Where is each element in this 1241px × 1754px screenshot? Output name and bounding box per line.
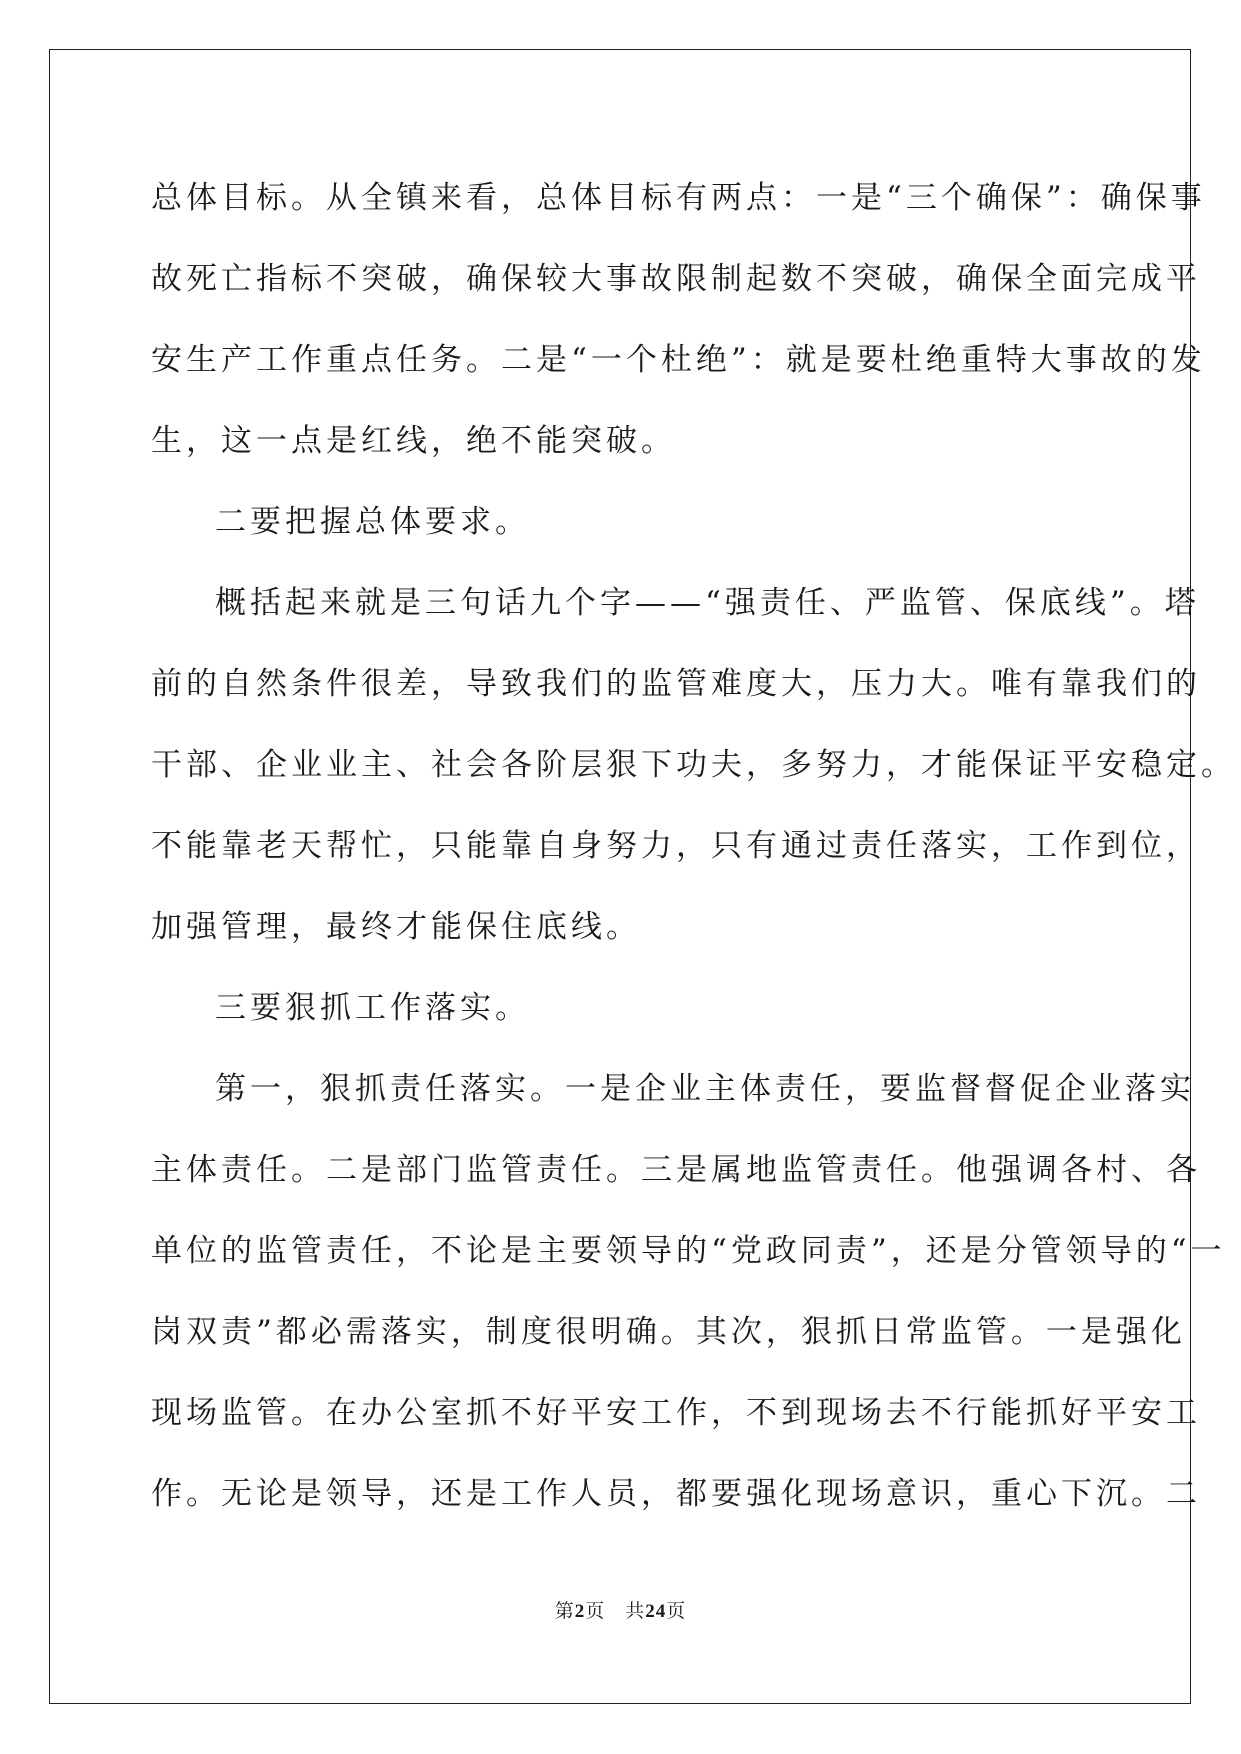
text-line: 总体目标。从全镇来看，总体目标有两点：一是“三个确保”：确保事: [151, 180, 1206, 216]
document-body: [151, 158, 1236, 1535]
text-line: 生，这一点是红线，绝不能突破。: [151, 423, 676, 459]
text-line: 三要狠抓工作落实。: [215, 990, 530, 1026]
text-line: 单位的监管责任，不论是主要领导的“党政同责”，还是分管领导的“一: [151, 1233, 1226, 1269]
page-suffix: 页: [585, 1601, 606, 1622]
total-suffix: 页: [666, 1601, 687, 1622]
total-pages: 24: [645, 1601, 667, 1622]
text-line: 主体责任。二是部门监管责任。三是属地监管责任。他强调各村、各: [151, 1152, 1201, 1188]
page-number: 2: [574, 1601, 586, 1622]
text-line: 不能靠老天帮忙，只能靠自身努力，只有通过责任落实，工作到位，: [151, 828, 1201, 864]
text-line: 干部、企业业主、社会各阶层狠下功夫，多努力，才能保证平安稳定。: [151, 747, 1236, 783]
page-prefix: 第: [554, 1601, 575, 1622]
text-line: 加强管理，最终才能保住底线。: [151, 909, 641, 945]
text-line: 故死亡指标不突破，确保较大事故限制起数不突破，确保全面完成平: [151, 261, 1201, 297]
total-prefix: 共: [625, 1601, 646, 1622]
page-footer: [0, 1596, 1241, 1623]
text-line: 现场监管。在办公室抓不好平安工作，不到现场去不行能抓好平安工: [151, 1395, 1201, 1431]
text-line: 前的自然条件很差，导致我们的监管难度大，压力大。唯有靠我们的: [151, 666, 1201, 702]
text-line: 概括起来就是三句话九个字——“强责任、严监管、保底线”。塔: [215, 585, 1200, 621]
text-line: 岗双责”都必需落实，制度很明确。其次，狠抓日常监管。一是强化: [151, 1314, 1186, 1350]
text-line: 二要把握总体要求。: [215, 504, 530, 540]
text-line: 安生产工作重点任务。二是“一个杜绝”：就是要杜绝重特大事故的发: [151, 342, 1206, 378]
text-line: 第一，狠抓责任落实。一是企业主体责任，要监督督促企业落实: [215, 1071, 1195, 1107]
text-line: 作。无论是领导，还是工作人员，都要强化现场意识，重心下沉。二: [151, 1476, 1201, 1512]
